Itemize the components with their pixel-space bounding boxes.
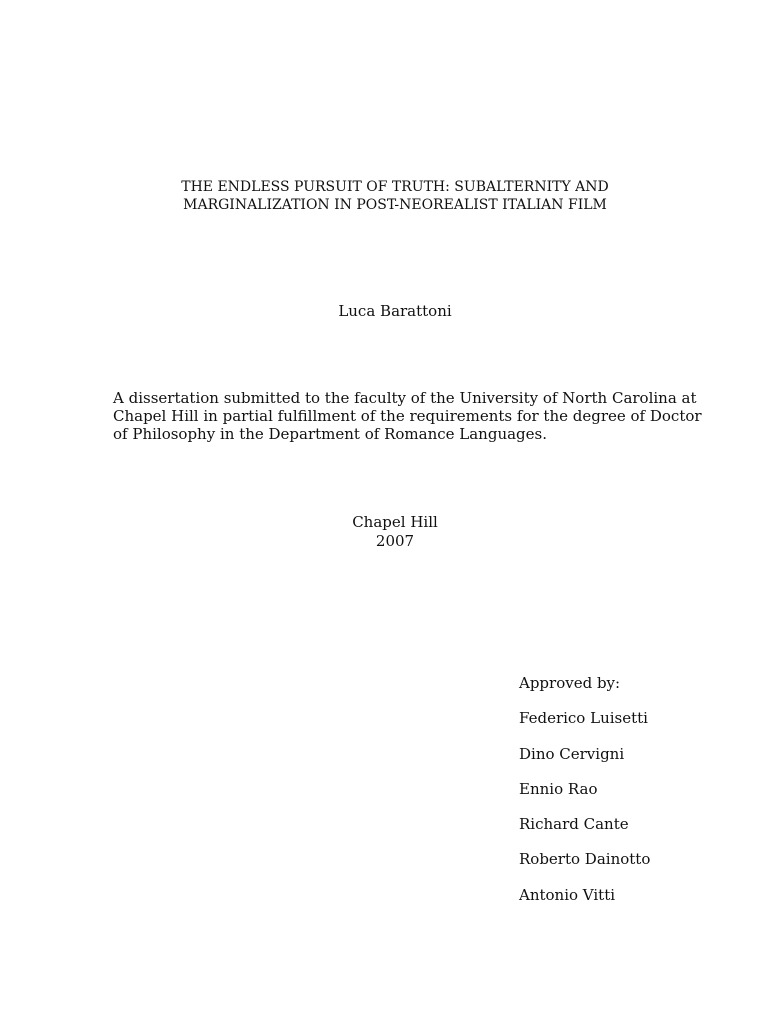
title-line: MARGINALIZATION IN POST-NEOREALIST ITALIAN FILM: [183, 197, 607, 213]
approval-heading: Approved by:: [519, 674, 621, 692]
committee-member: Ennio Rao: [519, 779, 598, 798]
place: Chapel Hill: [352, 513, 438, 531]
place-and-date: [110, 513, 680, 551]
statement-line: A dissertation submitted to the faculty of the University of North Carolina at: [113, 389, 697, 407]
dissertation-statement: [113, 389, 702, 443]
committee-member: Dino Cervigni: [519, 744, 625, 763]
committee-member: Antonio Vitti: [519, 885, 616, 904]
committee-member: Federico Luisetti: [519, 709, 648, 728]
dissertation-title: [110, 178, 680, 214]
title-line: THE ENDLESS PURSUIT OF TRUTH: SUBALTERNITY AND: [181, 179, 609, 195]
committee-member: Richard Cante: [519, 815, 629, 834]
approval-committee: [519, 673, 650, 920]
author-name: Luca Barattoni: [338, 302, 452, 320]
statement-line: Chapel Hill in partial fulfillment of the requirements for the degree of Doctor: [113, 407, 702, 425]
year: 2007: [375, 532, 415, 550]
committee-member: Roberto Dainotto: [519, 850, 651, 869]
statement-line: of Philosophy in the Department of Romance Languages.: [113, 425, 547, 443]
